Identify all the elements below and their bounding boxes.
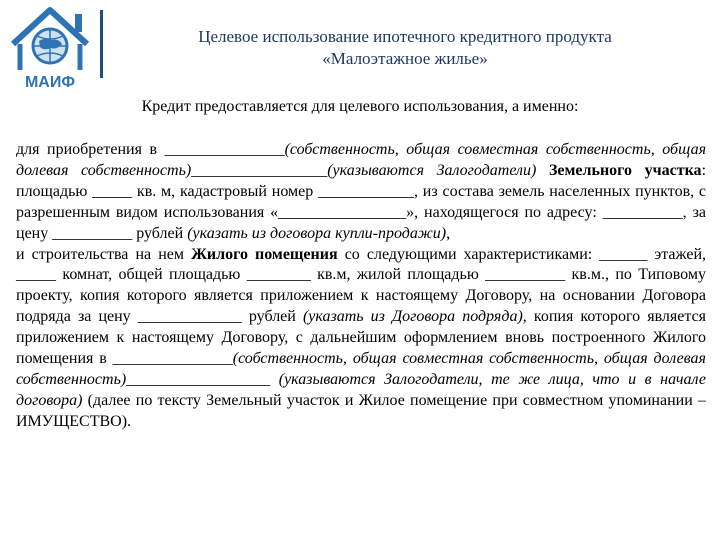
header-divider	[100, 10, 103, 78]
p2-bold-dwelling: Жилого помещения	[191, 245, 338, 263]
p1-italic-pledgers: (указываются Залогодатели)	[327, 161, 537, 179]
intro-text: Кредит предоставляется для целевого использования, а именно:	[141, 98, 579, 115]
house-chimney-icon	[75, 14, 82, 32]
page-title-line1: Целевое использование ипотечного кредитного продукта	[198, 27, 612, 46]
p1-details: : площадью _____ кв. м, кадастровый номер ____________, из состава земель населенных пунктов, с разрешенным видом использования «________________», находящегося по адресу: __________, за цену __________ рублей	[16, 161, 707, 242]
logo-brand-text: МАИФ	[24, 74, 76, 91]
paragraph-dwelling	[16, 245, 706, 433]
p2-italic-contract: (указать из Договора подряда)	[302, 308, 523, 326]
p2-blank: __________________	[126, 370, 279, 388]
p1-space	[536, 162, 549, 179]
p2-continuation: , копия которого является приложением к настоящему Договору, с дальнейшим оформлением вновь построенного Жилого помещения в _______________	[16, 308, 707, 368]
p2-italic-ownership: (собственность, общая совместная собственность, общая долевая собственность)	[16, 350, 706, 388]
p1-comma: ,	[446, 224, 451, 242]
p1-bold-land-plot: Земельного участка	[548, 161, 702, 179]
p1-blank: _________________	[191, 161, 328, 179]
p1-text: для приобретения в _______________	[16, 141, 285, 158]
page-title-line2: «Малоэтажное жилье»	[322, 49, 488, 68]
p2-italic-pledgers: (указываются Залогодатели, те же лица, что и в начале договора)	[16, 370, 707, 409]
p1-italic-contract: (указать из договора купли-продажи)	[187, 224, 447, 242]
paragraph-land-plot	[16, 140, 706, 245]
p2-details: со следующими характеристиками: ______ этажей, _____ комнат, общей площадью ________ кв.м, жилой площадью __________ кв.м., по Типовому проекту, копия которого является приложением к настоящему Договору, на основании Договора подряда за цену _____________ рублей	[16, 245, 707, 326]
page-title	[110, 26, 700, 70]
p2-closing: (далее по тексту Земельный участок и Жилое помещение при совместном упоминании – ИМУЩЕСТВО).	[16, 391, 706, 430]
p1-italic-ownership: (собственность, общая совместная собственность, общая долевая собственность)	[16, 141, 706, 179]
maif-logo	[5, 4, 95, 92]
document-body	[16, 140, 706, 433]
p2-text: и строительства на нем	[16, 245, 192, 263]
